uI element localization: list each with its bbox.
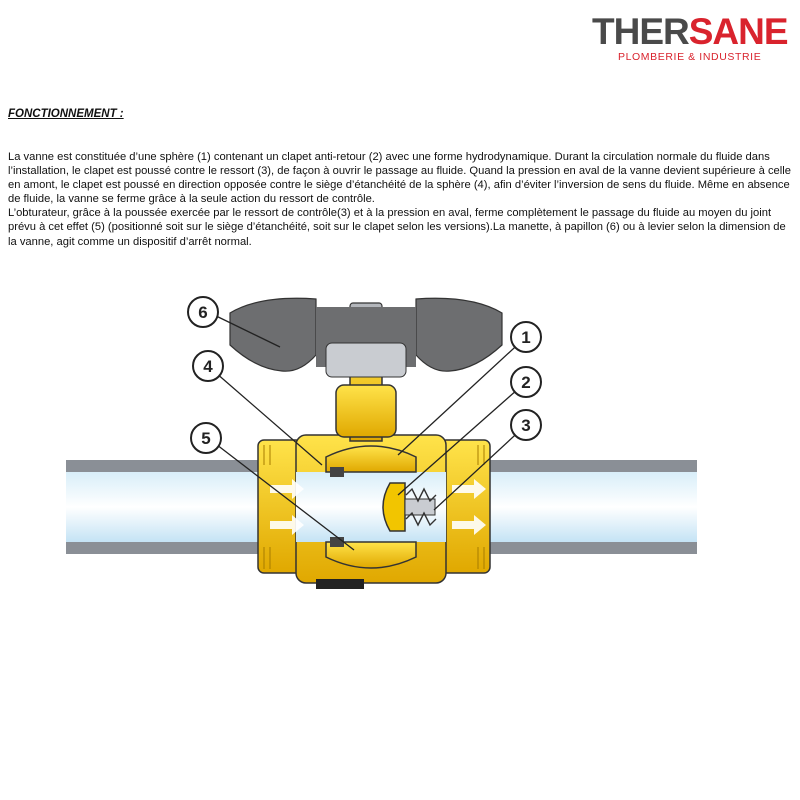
svg-text:2: 2 [521, 373, 531, 392]
description-text [8, 150, 792, 249]
callout-3 [511, 410, 541, 440]
section-heading: FONCTIONNEMENT : [8, 108, 124, 120]
callout-5 [191, 423, 221, 453]
pipe-left [66, 460, 266, 554]
svg-text:3: 3 [521, 416, 531, 435]
callout-2 [511, 367, 541, 397]
callout-1 [511, 322, 541, 352]
brand-tagline: PLOMBERIE & INDUSTRIE [618, 51, 762, 63]
svg-text:1: 1 [521, 328, 531, 347]
brand-logo [592, 11, 788, 63]
butterfly-handle [230, 298, 502, 377]
paragraph-1: La vanne est constituée d’une sphère (1) contenant un clapet anti-retour (2) avec une forme hydrodynamique. Durant la circulation normale du fluide dans l’installation, le clapet est poussé contre le ressort (3), de façon à ouvrir le passage au fluide. Quand la pression en aval de la vanne devient supérieure à celle en amont, le clapet est poussé en direction opposée contre le siège d’étanchéité de la sphère (4), afin d’éviter l’inversion de sens du fluide. Même en absence de fluide, la vanne se ferme grâce à la seule action du ressort de contrôle. [8, 151, 791, 206]
valve-cutaway-diagram [60, 285, 710, 605]
paragraph-2: L’obturateur, grâce à la poussée exercée par le ressort de contrôle(3) et à la pression en aval, ferme complètement le passage du fluide au moyen du joint prévu à cet effet (5) (positionné soit sur le siège d’étanchéité, soit sur le clapet selon les versions).La manette, à papillon (6) ou à levier selon la dimension de la vanne, agit comme un dispositif d’arrêt normal. [8, 207, 786, 248]
callout-6 [188, 297, 218, 327]
svg-text:6: 6 [198, 303, 208, 322]
brand-name: THERSANE [592, 11, 788, 52]
svg-text:4: 4 [203, 357, 213, 376]
pipe-right [490, 460, 697, 554]
svg-text:5: 5 [201, 429, 211, 448]
callout-4 [193, 351, 223, 381]
